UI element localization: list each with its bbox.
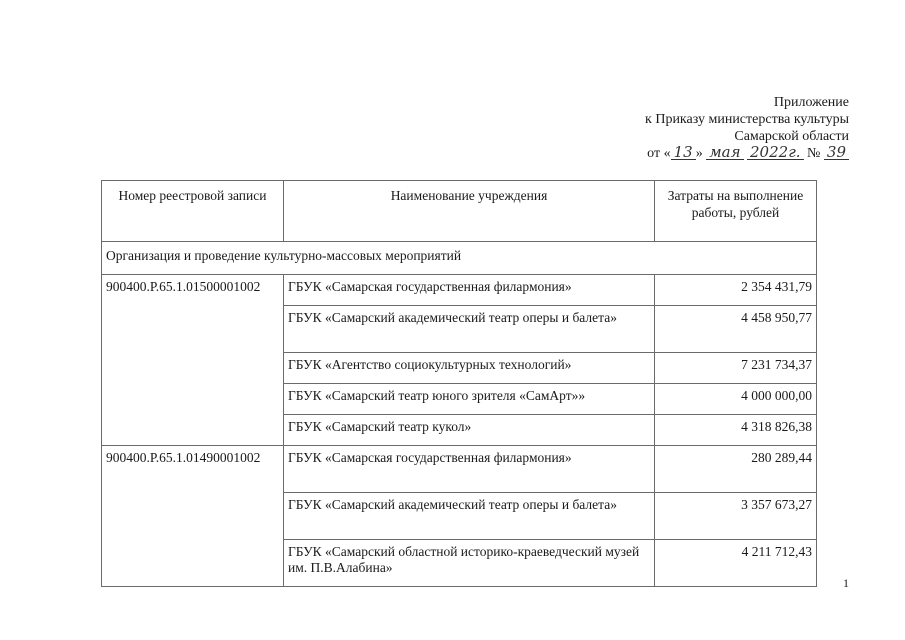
- order-date-line: [529, 145, 849, 162]
- institution-name: ГБУК «Агентство социокультурных технологий»: [284, 353, 655, 384]
- institution-name: ГБУК «Самарский областной историко-краеведческий музей им. П.В.Алабина»: [284, 540, 655, 587]
- registry-number: 900400.Р.65.1.01500001002: [102, 275, 284, 446]
- institution-name: ГБУК «Самарский академический театр оперы и балета»: [284, 306, 655, 353]
- cost-amount: 4 000 000,00: [655, 384, 817, 415]
- cost-amount: 2 354 431,79: [655, 275, 817, 306]
- institution-name: ГБУК «Самарская государственная филармония»: [284, 275, 655, 306]
- section-title: Организация и проведение культурно-массовых мероприятий: [102, 242, 817, 275]
- table-row: [102, 446, 817, 493]
- region-name: Самарской области: [734, 129, 849, 144]
- appendix-title: Приложение: [773, 95, 849, 110]
- table-header-row: [102, 181, 817, 242]
- col-header-institution: Наименование учреждения: [284, 181, 655, 242]
- date-mid: »: [695, 146, 703, 161]
- order-number: 39: [824, 145, 849, 160]
- cost-amount: 4 211 712,43: [655, 540, 817, 587]
- cost-amount: 4 318 826,38: [655, 415, 817, 446]
- col-header-costs: Затраты на выполнение работы, рублей: [655, 181, 817, 242]
- date-day: 13: [671, 145, 696, 160]
- cost-amount: 7 231 734,37: [655, 353, 817, 384]
- costs-table: [101, 180, 817, 587]
- appendix-header: [529, 94, 849, 162]
- institution-name: ГБУК «Самарский академический театр оперы и балета»: [284, 493, 655, 540]
- number-label: №: [807, 146, 821, 161]
- page-number: 1: [843, 576, 849, 590]
- order-reference: к Приказу министерства культуры: [645, 112, 849, 127]
- institution-name: ГБУК «Самарский театр кукол»: [284, 415, 655, 446]
- institution-name: ГБУК «Самарский театр юного зрителя «СамАрт»»: [284, 384, 655, 415]
- section-row: [102, 242, 817, 275]
- date-year: 2022г.: [747, 145, 804, 160]
- institution-name: ГБУК «Самарская государственная филармония»: [284, 446, 655, 493]
- date-month: мая: [706, 145, 743, 160]
- cost-amount: 3 357 673,27: [655, 493, 817, 540]
- registry-number: 900400.Р.65.1.01490001002: [102, 446, 284, 587]
- date-prefix: от «: [647, 146, 671, 161]
- cost-amount: 280 289,44: [655, 446, 817, 493]
- col-header-registry: Номер реестровой записи: [102, 181, 284, 242]
- table-row: [102, 275, 817, 306]
- cost-amount: 4 458 950,77: [655, 306, 817, 353]
